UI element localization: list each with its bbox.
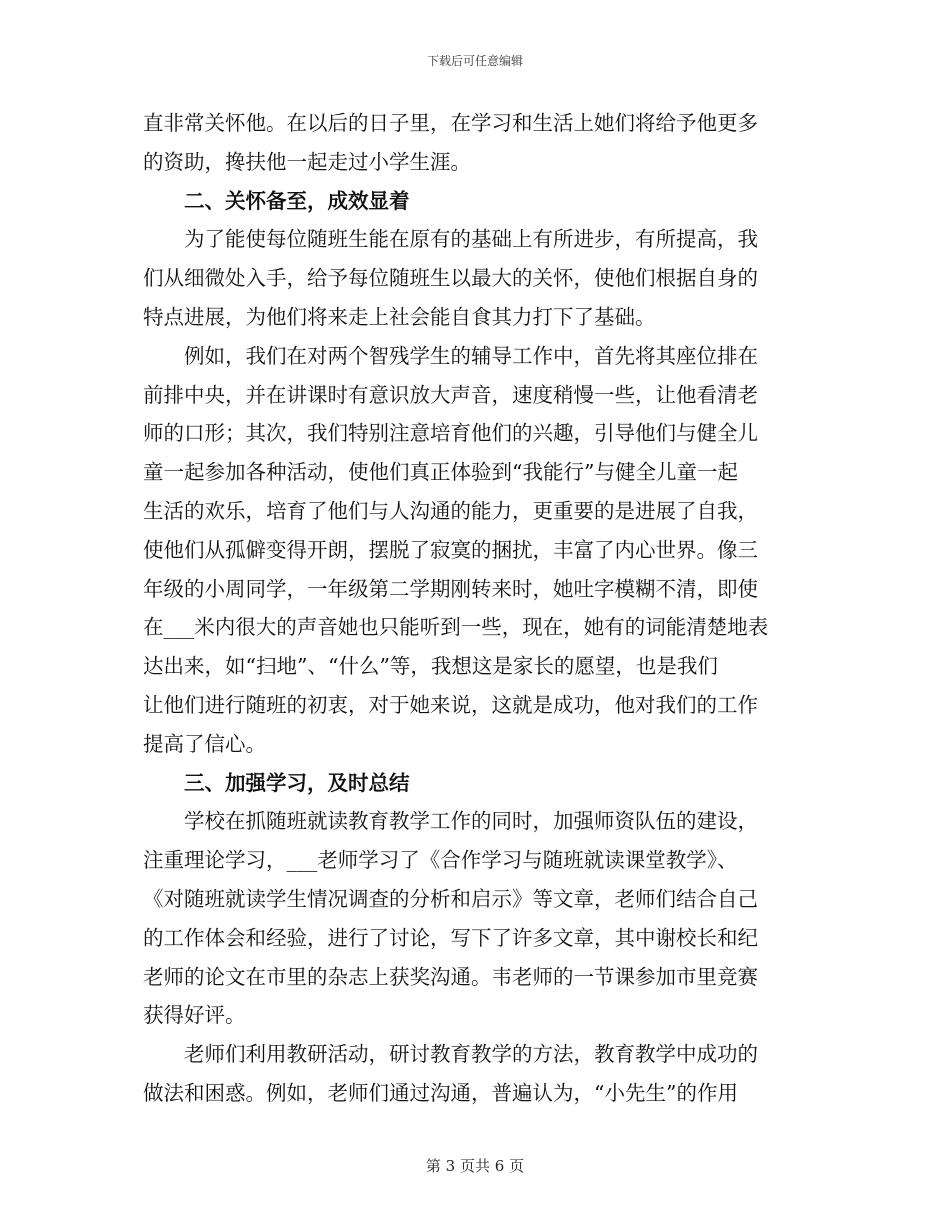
body-line: 的资助，搀扶他一起走过小学生涯。 xyxy=(143,149,471,174)
document-body xyxy=(143,104,803,1113)
body-line: 的工作体会和经验，进行了讨论，写下了许多文章，其中谢校长和纪 xyxy=(143,925,758,950)
body-line: 提高了信心。 xyxy=(143,731,266,756)
body-line: 注重理论学习，___老师学习了《合作学习与随班就读课堂教学》、 xyxy=(143,848,738,873)
body-line: 师的口形；其次，我们特别注意培育他们的兴趣，引导他们与健全儿 xyxy=(143,421,758,446)
body-line: 生活的欢乐，培育了他们与人沟通的能力，更重要的是进展了自我， xyxy=(143,498,758,523)
body-line: 特点进展，为他们将来走上社会能自食其力打下了基础。 xyxy=(143,304,656,329)
body-line: 们从细微处入手，给予每位随班生以最大的关怀，使他们根据自身的 xyxy=(143,266,758,291)
body-line: 获得好评。 xyxy=(143,1003,246,1028)
body-line: 例如，我们在对两个智残学生的辅导工作中，首先将其座位排在 xyxy=(143,343,758,368)
body-line: 达出来，如“扫地”、“什么”等，我想这是家长的愿望，也是我们 xyxy=(143,654,718,679)
body-line: 老师们利用教研活动，研讨教育教学的方法，教育教学中成功的 xyxy=(143,1042,758,1067)
body-line: 《对随班就读学生情况调查的分析和启示》等文章，老师们结合自己 xyxy=(143,886,758,911)
page-header: 下载后可任意编辑 xyxy=(426,54,523,68)
page-footer: 第 3 页共 6 页 xyxy=(425,1157,525,1175)
section-heading-2: 二、关怀备至，成效显着 xyxy=(143,188,410,213)
body-line: 在___米内很大的声音她也只能听到一些，现在，她有的词能清楚地表 xyxy=(143,615,769,640)
body-line: 做法和困惑。例如，老师们通过沟通，普遍认为，“小先生”的作用 xyxy=(143,1080,738,1105)
section-heading-3: 三、加强学习，及时总结 xyxy=(143,770,410,795)
body-line: 让他们进行随班的初衷，对于她来说，这就是成功，他对我们的工作 xyxy=(143,692,758,717)
body-line: 老师的论文在市里的杂志上获奖沟通。韦老师的一节课参加市里竞赛 xyxy=(143,964,758,989)
body-line: 直非常关怀他。在以后的日子里，在学习和生活上她们将给予他更多 xyxy=(143,111,758,135)
body-line: 年级的小周同学，一年级第二学期刚转来时，她吐字模糊不清，即使 xyxy=(143,576,758,601)
body-line: 使他们从孤僻变得开朗，摆脱了寂寞的捆扰，丰富了内心世界。像三 xyxy=(143,537,758,562)
body-line: 学校在抓随班就读教育教学工作的同时，加强师资队伍的建设， xyxy=(143,809,758,834)
body-line: 童一起参加各种活动，使他们真正体验到“我能行”与健全儿童一起 xyxy=(143,460,738,485)
body-line: 为了能使每位随班生能在原有的基础上有所进步，有所提高，我 xyxy=(143,227,758,252)
body-line: 前排中央，并在讲课时有意识放大声音，速度稍慢一些，让他看清老 xyxy=(143,382,758,407)
